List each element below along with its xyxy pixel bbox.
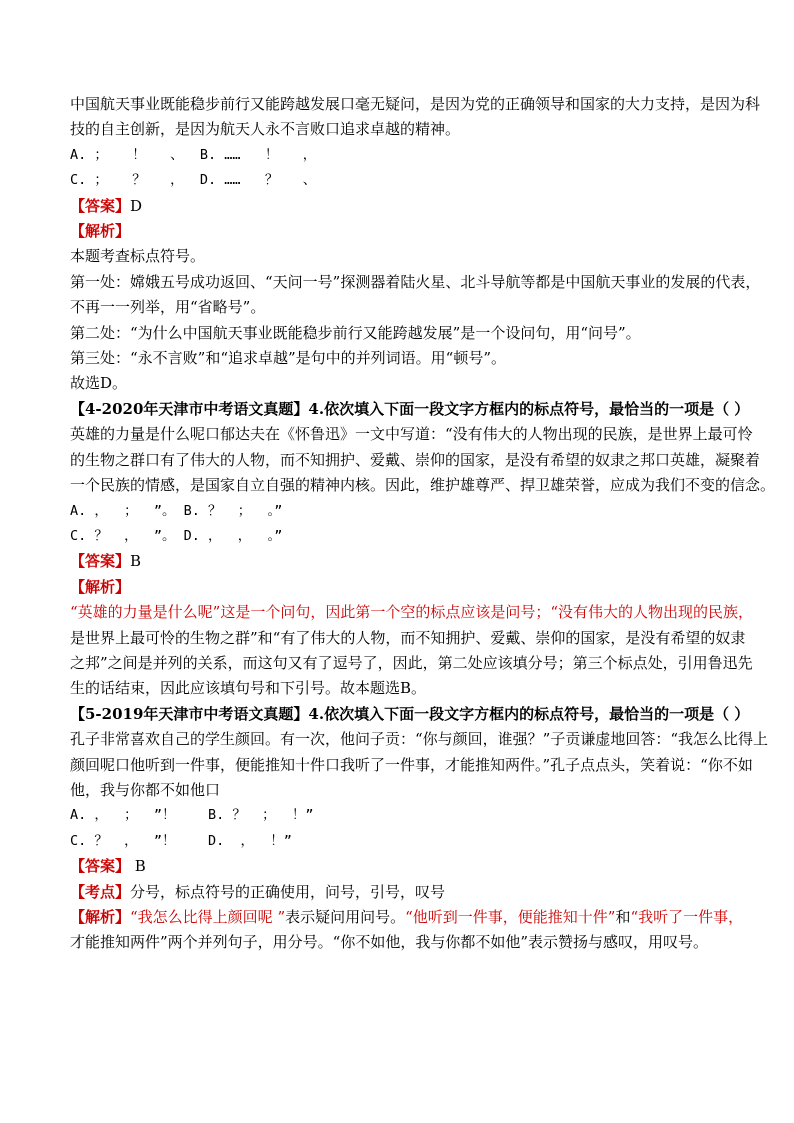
analysis-text: 才能推知两件”两个并列句子，用分号。“你不如他，我与你都不如他”表示赞扬与感叹，用叹号。 (70, 933, 709, 952)
analysis-text: 不再一一列举，用“省略号”。 (70, 298, 266, 317)
question-text: 中国航天事业既能稳步前行又能跨越发展口毫无疑问，是因为党的正确领导和国家的大力支持，是因为科 (70, 95, 761, 113)
analysis-text: 之邦”之间是并列的关系，而这句又有了逗号了，因此，第二处应该填分号；第三个标点处，引用鲁迅先 (70, 653, 753, 672)
options-cd: C. ？ ， ”！ D. ， ！” (70, 832, 292, 849)
options-cd: C. ； ？ ， D. …… ？ 、 (70, 172, 317, 189)
question-text: 颜回呢口他听到一件事，便能推知十件口我听了一件事，才能推知两件。”孔子点点头，笑着说：“你不如 (70, 755, 753, 774)
analysis-row (70, 905, 744, 930)
options-ab: A. ； ！ 、 B. …… ！ ， (70, 146, 317, 163)
answer-label: 【答案】 (70, 552, 131, 571)
analysis-label: 【解析】 (70, 222, 131, 241)
document-page (70, 92, 776, 956)
analysis-quote: “他听到一件事，便能推知十件” (405, 908, 616, 926)
analysis-text-red: “英雄的力量是什么呢”这是一个问句，因此第一个空的标点应该是问号；“没有伟大的人物出现的民族， (70, 603, 754, 622)
analysis-text: 是世界上最可怜的生物之群”和“有了伟大的人物，而不知拥护、爱戴、崇仰的国家，是没有希望的奴隶 (70, 628, 746, 647)
answer-row (70, 854, 730, 879)
options-cd: C. ？ ， ”。 D. ， ， 。” (70, 527, 283, 544)
question-text: 他，我与你都不如他口 (70, 780, 221, 799)
kaodian-row (70, 880, 730, 905)
analysis-label: 【解析】 (70, 908, 131, 926)
answer-row (70, 549, 730, 574)
question-text: 一个民族的情感，是国家自立自强的精神内核。因此，维护雄尊严、捍卫雄荣誉，应成为我们不变的信念。 (70, 476, 776, 495)
answer-label: 【答案】 (70, 196, 131, 215)
answer-value: D (130, 196, 143, 215)
analysis-quote: “我怎么比得上颜回呢 ” (130, 908, 286, 926)
question-text: 英雄的力量是什么呢口郁达夫在《怀鲁迅》一文中写道：“没有伟大的人物出现的民族，是世界上最可怜 (70, 425, 753, 444)
question-text: 孔子非常喜欢自己的学生颜回。有一次，他问子贡：“你与颜回，谁强？”子贡谦虚地回答：“我怎么比得上 (70, 730, 769, 749)
question-header: 【5-2019年天津市中考语文真题】4.依次填入下面一段文字方框内的标点符号，最恰当的一项是（ ） (70, 704, 750, 723)
analysis-text: 和 (615, 908, 631, 926)
answer-label: 【答案】 (70, 857, 131, 876)
analysis-quote: “我听了一件事， (630, 908, 744, 926)
analysis-text: 第二处：“为什么中国航天事业既能稳步前行又能跨越发展”是一个设问句，用“问号”。 (70, 323, 641, 342)
answer-value: B (130, 857, 146, 876)
analysis-text: 第三处：“永不言败”和“追求卓越”是句中的并列词语。用“顿号”。 (70, 349, 507, 368)
answer-value: B (130, 552, 142, 571)
question-header: 【4-2020年天津市中考语文真题】4.依次填入下面一段文字方框内的标点符号，最恰当的一项是（ ） (70, 399, 750, 418)
options-ab: A. ， ； ”！ B. ？ ； ！” (70, 807, 314, 824)
kaodian-value: 分号，标点符号的正确使用，问号，引号，叹号 (130, 882, 446, 901)
options-ab: A. ， ； ”。 B. ？ ； 。” (70, 502, 283, 519)
analysis-text (70, 600, 754, 625)
question-text: 的生物之群口有了伟大的人物，而不知拥护、爱戴、崇仰的国家，是没有希望的奴隶之邦口英雄，凝聚着 (70, 450, 761, 469)
conclusion-text: 故选D。 (70, 374, 128, 393)
analysis-label: 【解析】 (70, 577, 131, 596)
analysis-text: 表示疑问用问号。 (285, 908, 406, 926)
question-text: 技的自主创新，是因为航天人永不言败口追求卓越的精神。 (70, 120, 461, 139)
analysis-text: 生的话结束，因此应该填句号和下引号。故本题选B。 (70, 679, 427, 698)
kaodian-label: 【考点】 (70, 882, 131, 901)
analysis-text: 本题考查标点符号。 (70, 247, 206, 266)
answer-row (70, 194, 730, 219)
analysis-text: 第一处：嫦娥五号成功返回、“天问一号”探测器着陆火星、北斗导航等都是中国航天事业的发展的代表， (70, 272, 761, 291)
